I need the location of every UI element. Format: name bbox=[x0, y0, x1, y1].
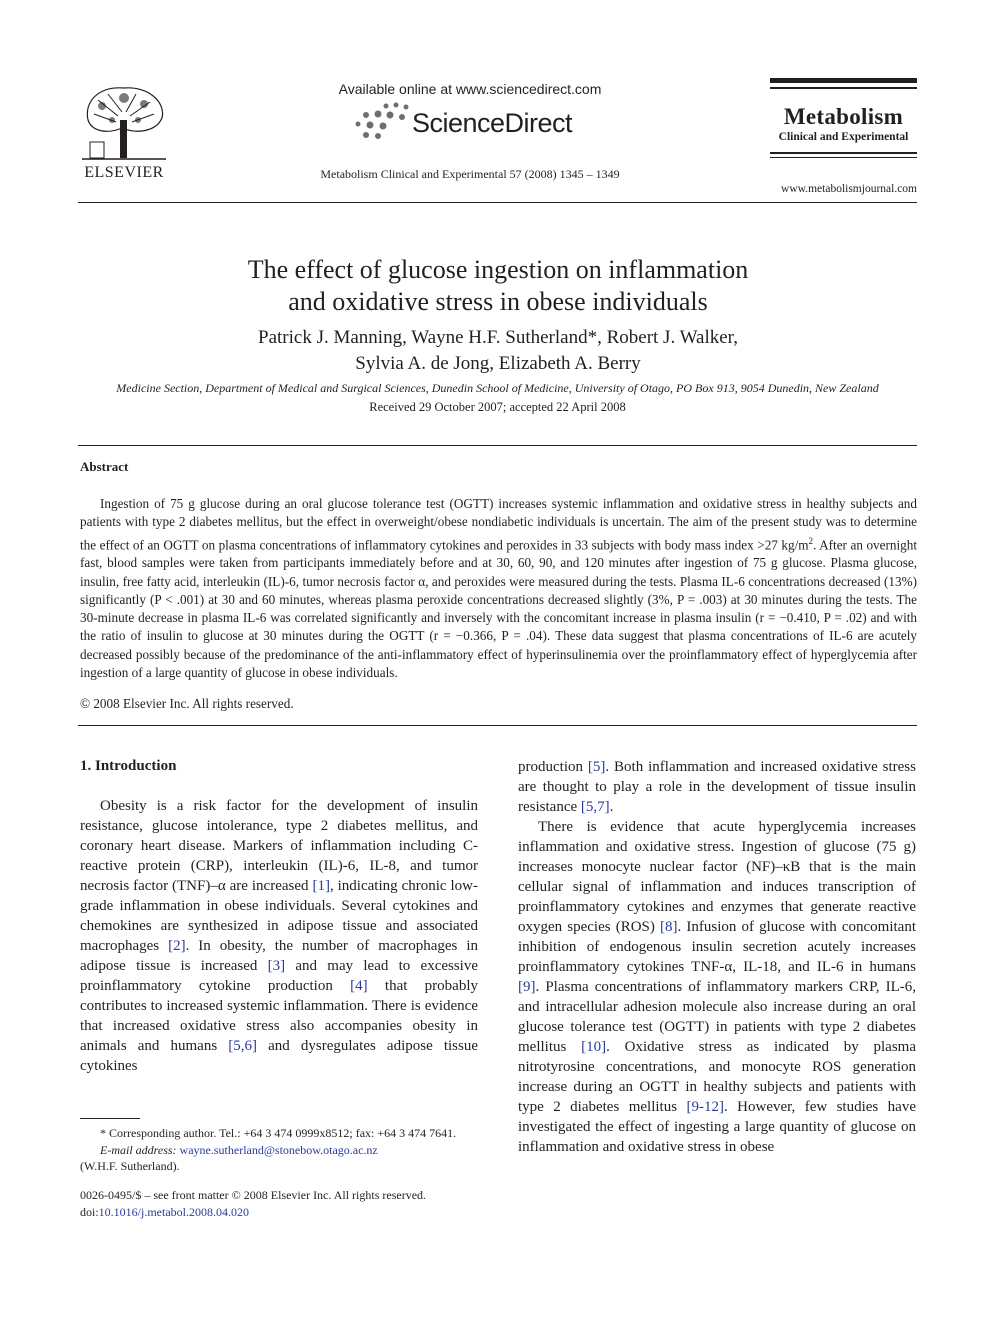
abstract-text: . After an overnight fast, blood samples were taken from participants immediately before and at 30, 60, 90, and 120 minutes after ingestion of 75 g glucose. Plasma glucose, insulin, free fatty acid, interleukin (IL)-6, tumor necrosis factor α, and peroxides were measured during the tests. Plasma IL-6 concentrations decreased (13%) significantly (P < .001) at 30 and 60 minutes, whereas plasma peroxide concentrations decreased slightly (3%, P = .003) at 30 minutes during the tests. The 30-minute decrease in plasma IL-6 was correlated significantly and inversely with the concomitant increase in plasma insulin (r = −0.410, P = .02) and with the ratio of insulin to glucose at 30 minutes during the OGTT (r = −0.366, P = .04). These data suggest that plasma concentrations of IL-6 are acutely decreased possibly because of the predominance of the anti-inflammatory effect of hyperinsulinemia over the proinflammatory effect of hyperglycemia after ingestion of a large quantity of glucose in obese individuals. bbox=[80, 536, 917, 681]
author-name-note: (W.H.F. Sutherland). bbox=[80, 1159, 180, 1173]
body-text: There is evidence that acute hyperglycemia increases inflammation and oxidative stress. Ingestion of glucose (75 g) increases monocyte nuclear factor (NF)–κB that is the main cellular signal of inflammation and induces transcription of proinflammatory cytokines and enzymes that generate reactive oxygen species (ROS) bbox=[518, 819, 916, 935]
corresponding-author: * Corresponding author. Tel.: +64 3 474 0999x8512; fax: +64 3 474 7641. bbox=[100, 1126, 457, 1140]
journal-banner-rule bbox=[770, 157, 917, 158]
section-divider bbox=[78, 445, 917, 446]
citation-link[interactable]: [9-12] bbox=[686, 1099, 724, 1115]
citation-link[interactable]: [5,6] bbox=[228, 1038, 258, 1054]
sciencedirect-wordmark: ScienceDirect bbox=[412, 108, 573, 138]
email-label: E-mail address: bbox=[100, 1142, 177, 1157]
header-divider bbox=[78, 202, 917, 203]
article-title bbox=[140, 254, 856, 318]
citation-link[interactable]: [9] bbox=[518, 979, 536, 995]
copyright-line: © 2008 Elsevier Inc. All rights reserved. bbox=[80, 696, 294, 711]
footnote-rule bbox=[80, 1118, 140, 1119]
abstract-superscript: 2 bbox=[808, 535, 814, 546]
journal-citation: Metabolism Clinical and Experimental 57 (2008) 1345 – 1349 bbox=[320, 167, 620, 181]
body-text: . Both inflammation and increased oxidative stress are thought to play a role in the development of tissue insulin resistance bbox=[518, 759, 916, 815]
body-text: and may lead to excessive proinflammatory cytokine production bbox=[80, 958, 479, 994]
elsevier-tree-icon bbox=[78, 80, 170, 164]
left-column bbox=[80, 796, 478, 1076]
doi-line bbox=[80, 1204, 500, 1221]
body-text: . bbox=[609, 799, 614, 815]
affiliation: Medicine Section, Department of Medical and Surgical Sciences, Dunedin School of Medicine, University of Otago, PO Box 913, 9054 Dunedin, New Zealand bbox=[116, 381, 879, 395]
citation-link[interactable]: [10] bbox=[581, 1039, 607, 1055]
citation-link[interactable]: [4] bbox=[350, 978, 368, 994]
elsevier-logo bbox=[78, 80, 170, 180]
abstract-body bbox=[80, 495, 917, 682]
abstract-paragraph bbox=[80, 495, 917, 682]
available-online-text: Available online at www.sciencedirect.com bbox=[338, 81, 602, 97]
citation-link[interactable]: [8] bbox=[660, 919, 678, 935]
footnote bbox=[80, 1125, 480, 1175]
citation-link[interactable]: [3] bbox=[267, 958, 286, 974]
sciencedirect-logo[interactable] bbox=[352, 102, 592, 146]
body-paragraph bbox=[518, 757, 916, 817]
body-text: , indicating chronic low-grade inflammation in obese individuals. Several cytokines and chemokines are synthesized in adipose tissue and associated macrophages bbox=[80, 878, 478, 954]
elsevier-wordmark: ELSEVIER bbox=[84, 164, 164, 181]
authors-line: Patrick J. Manning, Wayne H.F. Sutherland*, Robert J. Walker, bbox=[258, 327, 738, 348]
body-paragraph bbox=[518, 817, 916, 1157]
journal-banner-rule bbox=[770, 152, 917, 154]
section-divider bbox=[78, 725, 917, 726]
body-text: and dysregulates adipose tissue cytokines bbox=[80, 1038, 479, 1074]
journal-banner-rule bbox=[770, 78, 917, 83]
body-text: that probably contributes to increased systemic inflammation. There is evidence that increased oxidative stress also accompanies obesity in animals and humans bbox=[80, 978, 478, 1054]
journal-banner-rule bbox=[770, 87, 917, 89]
authors-line: Sylvia A. de Jong, Elizabeth A. Berry bbox=[355, 353, 641, 374]
journal-subtitle: Clinical and Experimental bbox=[778, 131, 909, 143]
email-link[interactable]: wayne.sutherland@stonebow.otago.ac.nz bbox=[179, 1142, 378, 1157]
issn-line: 0026-0495/$ – see front matter © 2008 Elsevier Inc. All rights reserved. bbox=[80, 1188, 427, 1202]
body-text: . Plasma concentrations of inflammatory markers CRP, IL-6, and intracellular adhesion molecule also increase during an oral glucose tolerance test (OGTT) in patients with type 2 diabetes mellitus bbox=[518, 979, 916, 1055]
body-text: Obesity is a risk factor for the development of insulin resistance, glucose intolerance, type 2 diabetes mellitus, and coronary heart disease. Markers of inflammation including C-reactive protein (CRP), interleukin (IL)-6, IL-8, and tumor necrosis factor (TNF)–α are increased bbox=[80, 798, 478, 894]
citation-link[interactable]: [5,7] bbox=[580, 799, 610, 815]
body-text: . Oxidative stress as indicated by plasma nitrotyrosine concentrations, and monocyte ROS generation increase during an OGTT in healthy subjects and patients with type 2 diabetes mellitus bbox=[518, 1039, 916, 1115]
citation-link[interactable]: [2] bbox=[168, 938, 186, 954]
doi-label: doi: bbox=[80, 1205, 99, 1219]
email-line bbox=[80, 1142, 480, 1159]
title-line: The effect of glucose ingestion on inflammation bbox=[247, 255, 749, 284]
title-line: and oxidative stress in obese individuals bbox=[288, 287, 708, 316]
citation-link[interactable]: [1] bbox=[312, 878, 330, 894]
body-text: . In obesity, the number of macrophages in adipose tissue is increased bbox=[80, 938, 478, 974]
body-text: . Infusion of glucose with concomitant inhibition of endogenous insulin secretion acutely increases proinflammatory cytokines TNF-α, IL-18, and IL-6 in humans bbox=[518, 919, 916, 975]
author-list bbox=[140, 325, 856, 377]
sciencedirect-dots-icon bbox=[352, 102, 416, 142]
body-paragraph bbox=[80, 796, 478, 1076]
journal-name: Metabolism bbox=[783, 104, 904, 129]
right-column bbox=[518, 757, 916, 1157]
abstract-heading: Abstract bbox=[80, 459, 129, 474]
body-text: production bbox=[518, 759, 588, 775]
body-text: . However, few studies have investigated the effect of ingesting a large quantity of glucose on inflammation and oxidative stress in obese bbox=[518, 1099, 916, 1155]
page-footer bbox=[80, 1187, 500, 1221]
abstract-text: Ingestion of 75 g glucose during an oral glucose tolerance test (OGTT) increases systemic inflammation and oxidative stress in healthy subjects and patients with type 2 diabetes mellitus, but the effect in overweight/obese nondiabetic individuals is uncertain. The aim of the present study was to determine the effect of an OGTT on plasma concentrations of inflammatory cytokines and peroxides in 33 subjects with body mass index >27 kg/m bbox=[80, 496, 917, 552]
citation-link[interactable]: [5] bbox=[587, 759, 606, 775]
received-dates: Received 29 October 2007; accepted 22 April 2008 bbox=[369, 400, 626, 414]
section-heading: 1. Introduction bbox=[80, 758, 177, 774]
doi-link[interactable]: 10.1016/j.metabol.2008.04.020 bbox=[98, 1205, 249, 1219]
journal-url-link[interactable]: www.metabolismjournal.com bbox=[781, 183, 917, 195]
